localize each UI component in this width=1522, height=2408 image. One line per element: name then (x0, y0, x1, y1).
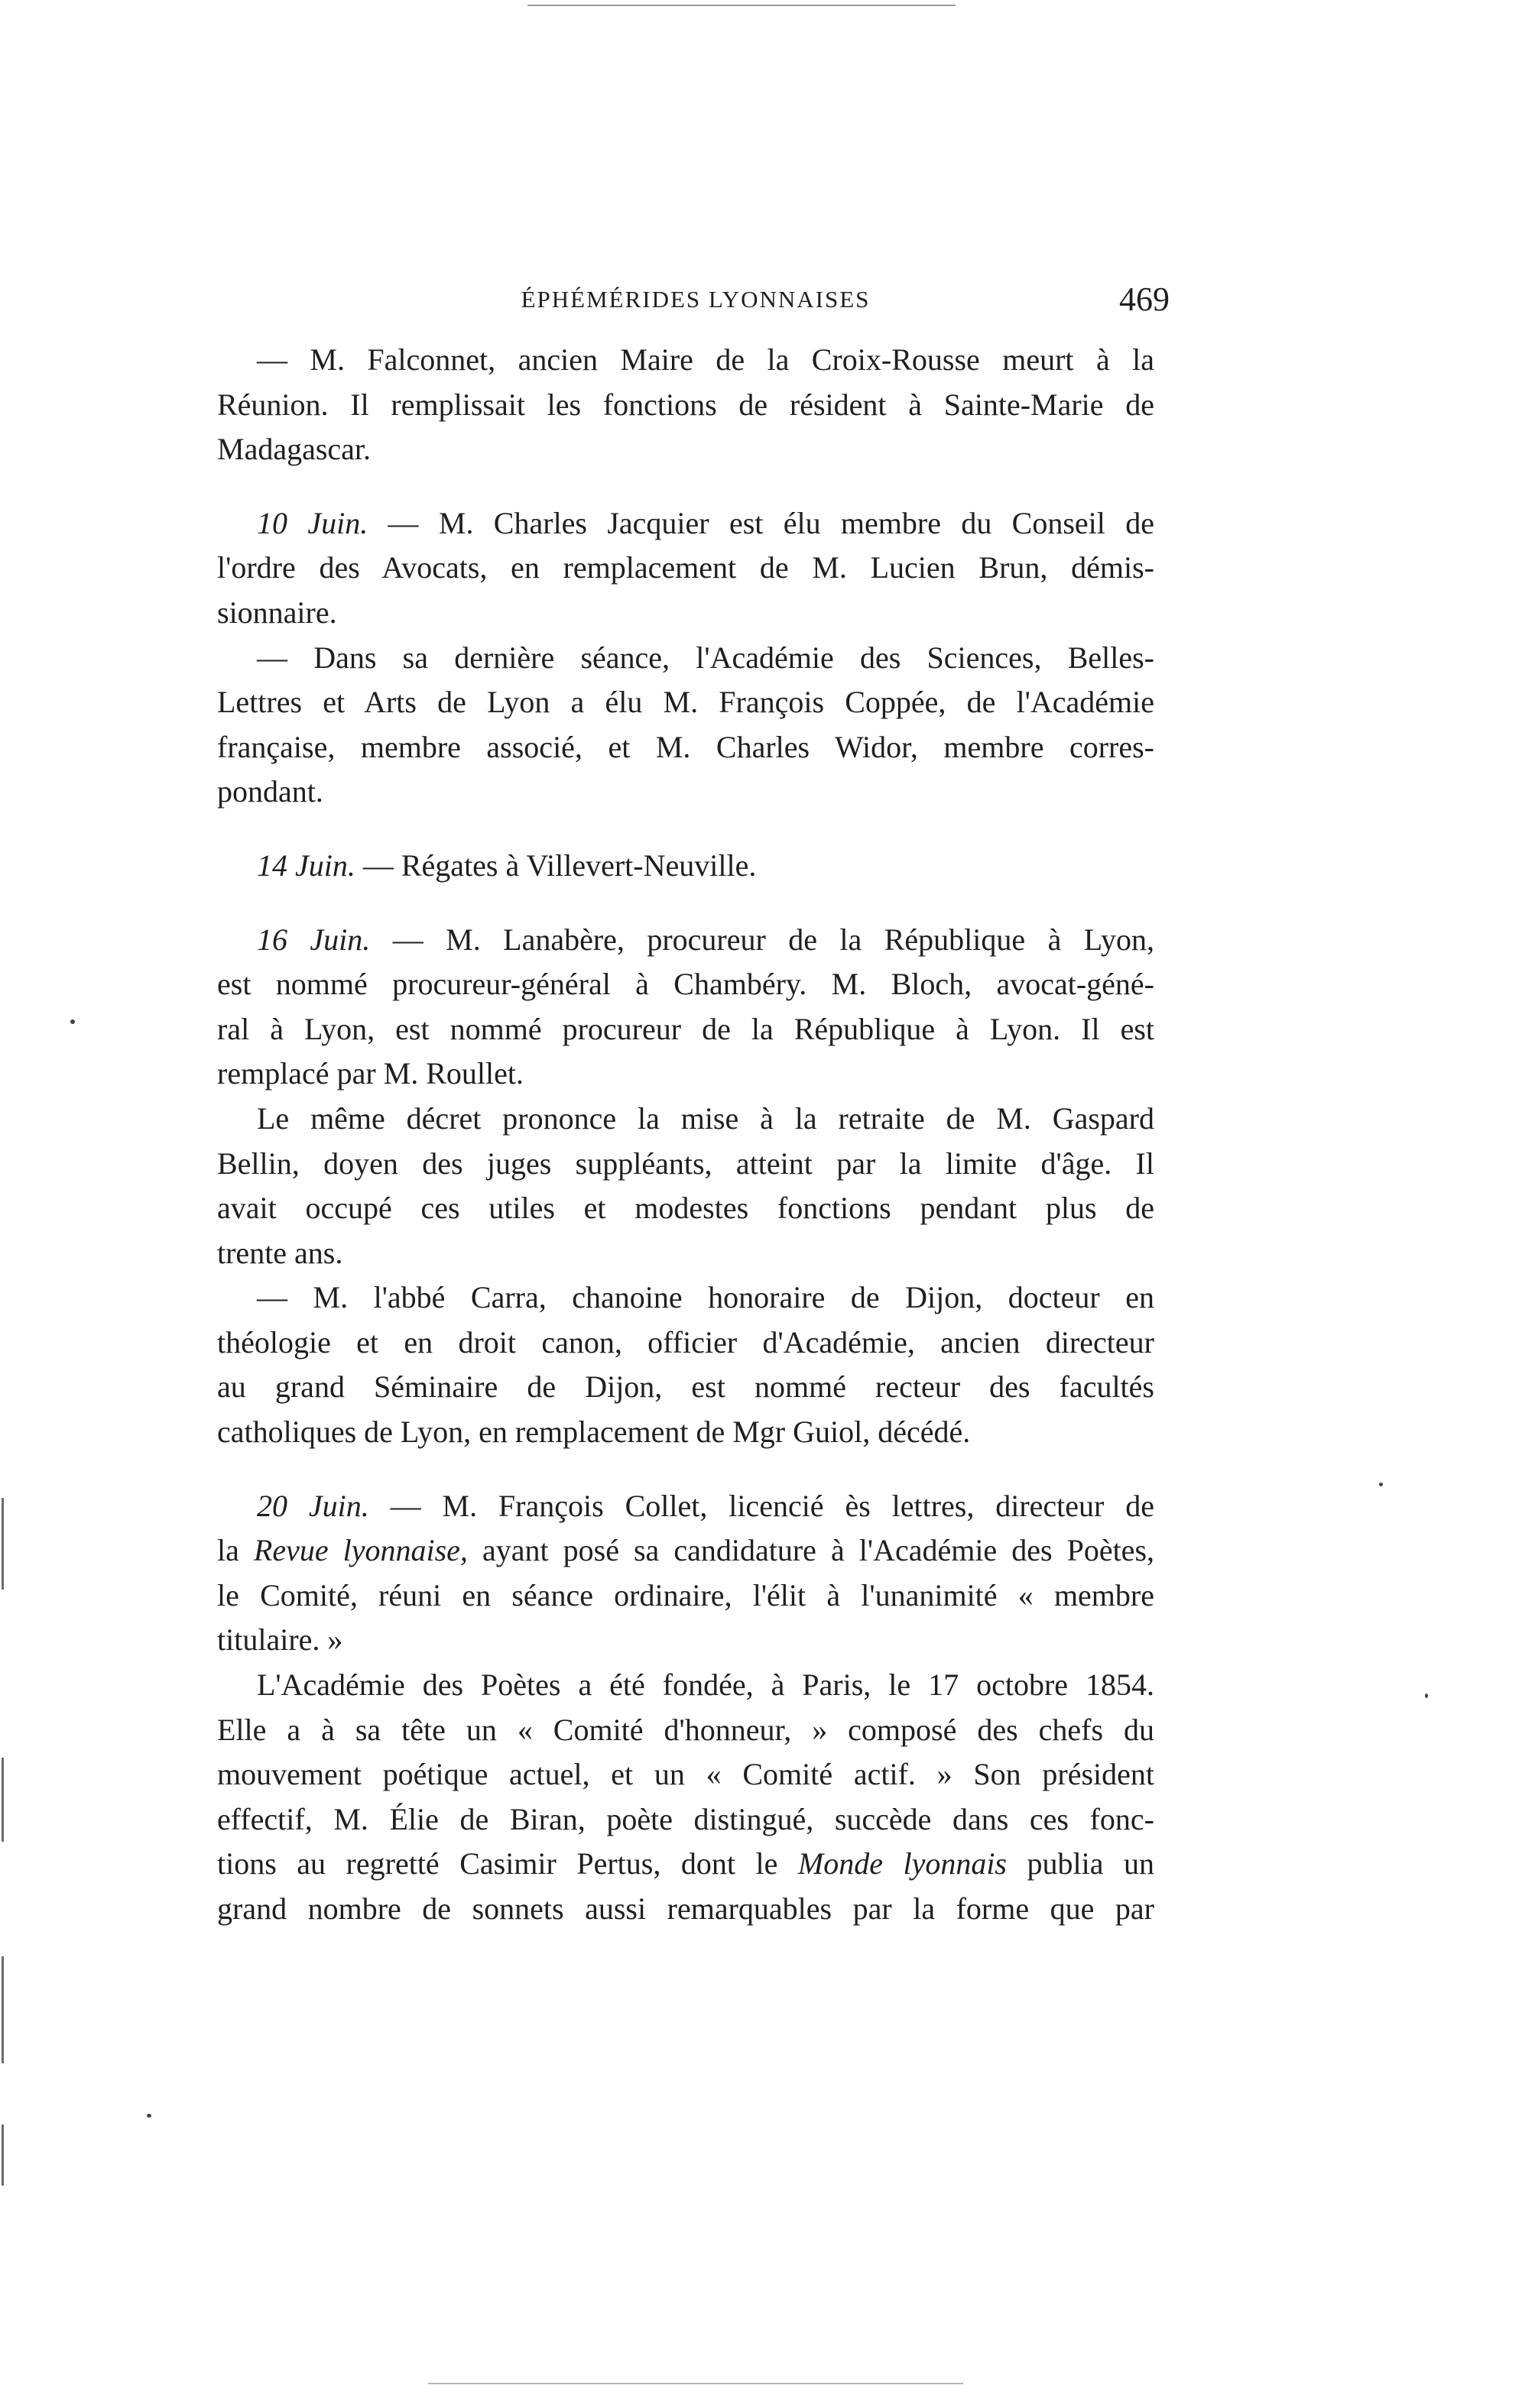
line-text: publia un (1007, 1846, 1155, 1881)
paragraph (217, 918, 1154, 1097)
text-line: — M. Falconnet, ancien Maire de la Croix-Rousse meurt à la (257, 342, 1154, 377)
page-number: 469 (1119, 280, 1170, 318)
paragraph (217, 338, 1154, 472)
paragraph (217, 636, 1154, 815)
journal-title: Monde lyonnais (797, 1846, 1008, 1881)
paragraph (217, 844, 1154, 889)
text-line: au grand Séminaire de Dijon, est nommé recteur des facultés (217, 1369, 1154, 1405)
text-line (217, 1842, 1154, 1887)
scan-speck (1379, 1483, 1383, 1486)
journal-title: Revue lyonnaise, (253, 1533, 468, 1568)
entry-date: 14 Juin. (257, 847, 355, 883)
text-line: Elle a à sa tête un « Comité d'honneur, » composé des chefs du (217, 1712, 1154, 1747)
paragraph (217, 1484, 1154, 1663)
line-text: — M. François Collet, licencié ès lettres, directeur de (368, 1488, 1154, 1523)
entry-date: 20 Juin. (257, 1488, 369, 1523)
text-line: — Dans sa dernière séance, l'Académie des Sciences, Belles- (257, 640, 1154, 675)
body-text (217, 338, 1154, 1932)
scan-speck (147, 2114, 151, 2118)
text-line: mouvement poétique actuel, et un « Comité actif. » Son président (217, 1757, 1154, 1792)
text-line: trente ans. (217, 1235, 343, 1270)
text-line: le Comité, réuni en séance ordinaire, l'élit à l'unanimité « membre (217, 1577, 1154, 1612)
paragraph (217, 1663, 1154, 1932)
scan-speck (70, 1019, 75, 1024)
paragraph (217, 1097, 1154, 1275)
text-line (217, 501, 1154, 546)
entry-date: 10 Juin. (257, 505, 368, 540)
text-line: Madagascar. (217, 432, 372, 467)
line-text: — M. Charles Jacquier est élu membre du Conseil de (368, 505, 1154, 540)
text-line: Réunion. Il remplissait les fonctions de résident à Sainte-Marie de (217, 387, 1154, 422)
text-line: Bellin, doyen des juges suppléants, atteint par la limite d'âge. Il (217, 1146, 1154, 1181)
text-line: L'Académie des Poètes a été fondée, à Paris, le 17 octobre 1854. (257, 1667, 1154, 1703)
text-line: — M. l'abbé Carra, chanoine honoraire de Dijon, docteur en (257, 1280, 1154, 1315)
text-line (217, 1528, 1154, 1573)
scan-edge-mark (2, 1758, 4, 1842)
scan-edge-mark (2, 1956, 4, 2063)
text-line: théologie et en droit canon, officier d'Académie, ancien directeur (217, 1324, 1154, 1360)
text-line (217, 844, 1154, 889)
text-line: pondant. (217, 774, 323, 809)
scan-top-rule (527, 5, 956, 6)
text-line: Lettres et Arts de Lyon a élu M. François Coppée, de l'Académie (217, 685, 1154, 720)
running-title: ÉPHÉMÉRIDES LYONNAISES (521, 286, 871, 313)
scan-edge-mark (2, 1498, 4, 1590)
text-line: catholiques de Lyon, en remplacement de Mgr Guiol, décédé. (217, 1415, 971, 1450)
line-text: — Régates à Villevert-Neuville. (355, 847, 757, 883)
text-line: avait occupé ces utiles et modestes fonctions pendant plus de (217, 1191, 1154, 1226)
text-line: grand nombre de sonnets aussi remarquables par la forme que par (217, 1891, 1154, 1926)
line-text: tions au regretté Casimir Pertus, dont le (217, 1846, 798, 1881)
scan-bottom-rule (428, 2383, 963, 2384)
scan-speck (1425, 1693, 1428, 1698)
text-line (217, 918, 1154, 963)
running-header (0, 277, 1522, 322)
text-line: l'ordre des Avocats, en remplacement de M. Lucien Brun, démis- (217, 550, 1154, 585)
text-line: Le même décret prononce la mise à la retraite de M. Gaspard (257, 1100, 1154, 1136)
text-line: sionnaire. (217, 595, 337, 630)
text-line: française, membre associé, et M. Charles Widor, membre corres- (217, 729, 1154, 764)
paragraph (217, 501, 1154, 636)
line-text: la (217, 1533, 254, 1568)
text-line: titulaire. » (217, 1622, 343, 1658)
text-line: est nommé procureur-général à Chambéry. M. Bloch, avocat-géné- (217, 967, 1154, 1002)
paragraph (217, 1275, 1154, 1454)
entry-date: 16 Juin. (257, 922, 371, 957)
scan-edge-mark (2, 2124, 4, 2186)
text-line: ral à Lyon, est nommé procureur de la République à Lyon. Il est (217, 1011, 1154, 1046)
text-line: effectif, M. Élie de Biran, poète distingué, succède dans ces fonc- (217, 1801, 1154, 1836)
text-line: remplacé par M. Roullet. (217, 1056, 524, 1091)
line-text: — M. Lanabère, procureur de la République à Lyon, (370, 922, 1154, 957)
text-line (217, 1484, 1154, 1529)
line-text: ayant posé sa candidature à l'Académie des Poètes, (482, 1533, 1155, 1568)
